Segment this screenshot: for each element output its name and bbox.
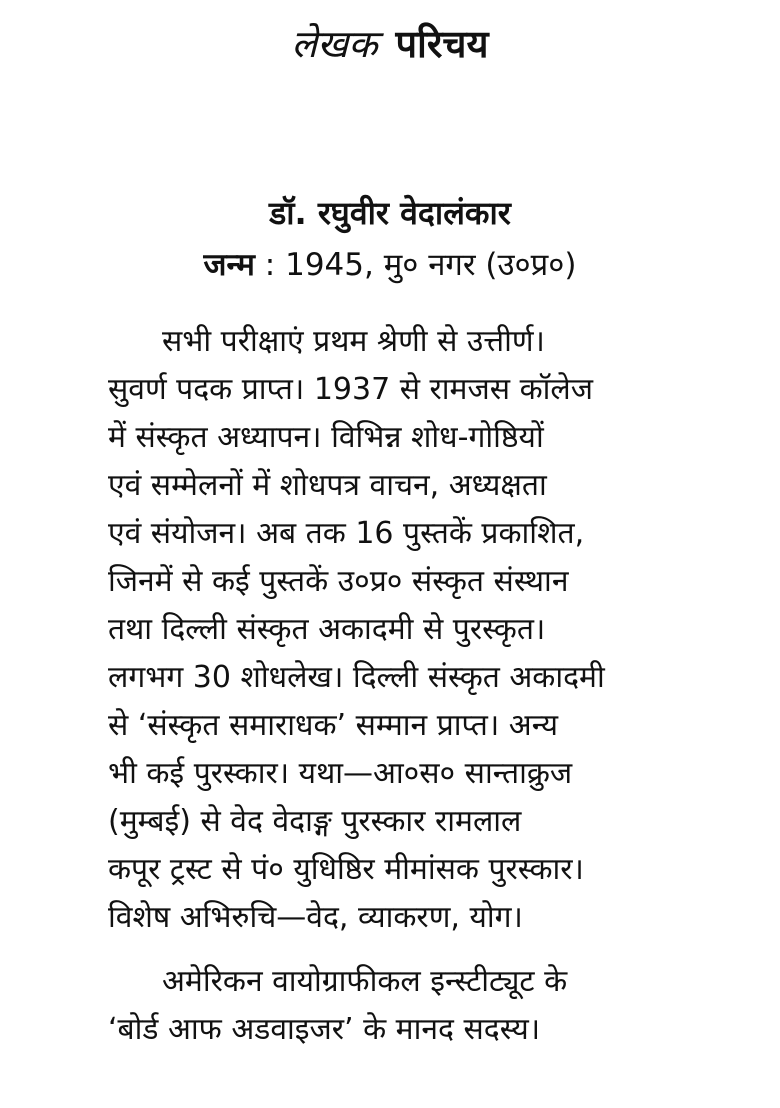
paragraph-gap xyxy=(108,942,670,958)
bio-line: ‘बोर्ड आफ अडवाइजर’ के मानद सदस्य। xyxy=(108,1012,541,1047)
birth-label: जन्म xyxy=(203,247,255,283)
biography xyxy=(108,318,670,1054)
bio-line: विशेष अभिरुचि—वेद, व्याकरण, योग। xyxy=(108,900,523,935)
birth-value: 1945, मु० नगर (उ०प्र०) xyxy=(285,247,577,283)
page-title-part-1: लेखक xyxy=(291,22,378,66)
bio-paragraph-1 xyxy=(108,318,670,942)
page-title xyxy=(0,14,780,74)
bio-line: में संस्कृत अध्यापन। विभिन्न शोध-गोष्ठियों xyxy=(108,420,544,455)
bio-line: भी कई पुरस्कार। यथा—आ०स० सान्ताक्रुज xyxy=(108,756,573,791)
bio-line: एवं संयोजन। अब तक 16 पुस्तकें प्रकाशित, xyxy=(108,516,585,551)
bio-line: एवं सम्मेलनों में शोधपत्र वाचन, अध्यक्षता xyxy=(108,468,547,503)
bio-line: सभी परीक्षाएं प्रथम श्रेणी से उत्तीर्ण। xyxy=(162,324,545,359)
bio-line: से ‘संस्कृत समाराधक’ सम्मान प्राप्त। अन्य xyxy=(108,708,558,743)
bio-line: तथा दिल्ली संस्कृत अकादमी से पुरस्कृत। xyxy=(108,612,546,647)
bio-line: सुवर्ण पदक प्राप्त। 1937 से रामजस कॉलेज xyxy=(108,372,593,407)
bio-line: अमेरिकन वायोग्राफीकल इन्स्टीट्यूट के xyxy=(162,964,568,999)
page-title-part-2: परिचय xyxy=(395,22,489,66)
bio-paragraph-2 xyxy=(108,958,670,1054)
bio-line: (मुम्बई) से वेद वेदाङ्ग पुरस्कार रामलाल xyxy=(108,804,522,839)
author-name: डॉ. रघुवीर वेदालंकार xyxy=(269,194,511,232)
bio-line: कपूर ट्रस्ट से पं० युधिष्ठिर मीमांसक पुरस्कार। xyxy=(108,852,584,887)
birth-info xyxy=(0,240,780,290)
bio-line: जिनमें से कई पुस्तकें उ०प्र० संस्कृत संस्थान xyxy=(108,564,569,599)
birth-separator: : xyxy=(254,247,286,283)
bio-line: लगभग 30 शोधलेख। दिल्ली संस्कृत अकादमी xyxy=(108,660,605,695)
